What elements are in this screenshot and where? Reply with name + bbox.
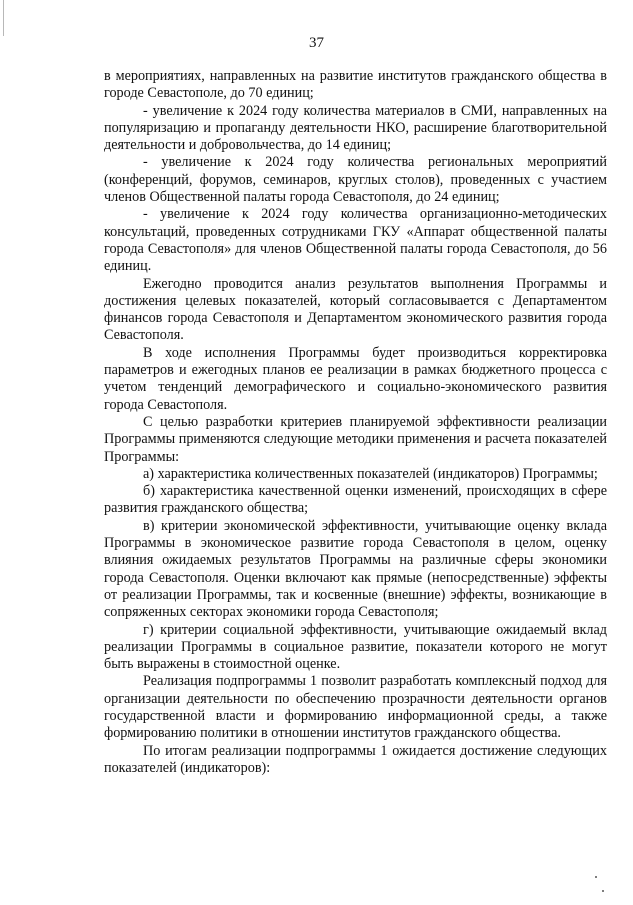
page-edge-line: [3, 0, 4, 36]
document-body: [104, 68, 607, 777]
scan-mark: [595, 876, 597, 878]
paragraph: По итогам реализации подпрограммы 1 ожидается достижение следующих показателей (индикаторов):: [104, 742, 607, 776]
paragraph: С целью разработки критериев планируемой эффективности реализации Программы применяются следующие методики применения и расчета показателей Программы:: [104, 413, 607, 465]
scan-mark: [602, 890, 604, 892]
paragraph: Реализация подпрограммы 1 позволит разработать комплексный подход для организации деятельности по обеспечению прозрачности деятельности органов государственной власти и формированию информационной среды, а также формированию политики в отношении институтов гражданского общества.: [104, 673, 607, 742]
paragraph: В ходе исполнения Программы будет производиться корректировка параметров и ежегодных планов ее реализации в рамках бюджетного процесса с учетом тенденций демографического и социально-экономического развития города Севастополя.: [104, 344, 607, 413]
paragraph: в) критерии экономической эффективности, учитывающие оценку вклада Программы в экономическое развитие города Севастополя в целом, оценку влияния ожидаемых результатов Программы на различные сферы экономики города Севастополя. Оценки включают как прямые (непосредственные) эффекты от реализации Программы, так и косвенные (внешние) эффекты, возникающие в сопряженных секторах экономики города Севастополя;: [104, 517, 607, 621]
paragraph: Ежегодно проводится анализ результатов выполнения Программы и достижения целевых показателей, который согласовывается с Департаментом финансов города Севастополя и Департаментом экономического развития города Севастополя.: [104, 275, 607, 344]
paragraph: б) характеристика качественной оценки изменений, происходящих в сфере развития гражданского общества;: [104, 483, 607, 517]
paragraph: - увеличение к 2024 году количества организационно-методических консультаций, проведенных сотрудниками ГКУ «Аппарат общественной палаты города Севастополя» для членов Общественной палаты города Севастополя, до 56 единиц.: [104, 206, 607, 275]
paragraph: а) характеристика количественных показателей (индикаторов) Программы;: [143, 465, 598, 482]
page-number: 37: [309, 35, 324, 51]
paragraph: г) критерии социальной эффективности, учитывающие ожидаемый вклад реализации Программы в социальное развитие, показатели которого не могут быть выражены в стоимостной оценке.: [104, 621, 607, 673]
paragraph: - увеличение к 2024 году количества материалов в СМИ, направленных на популяризацию и пропаганду деятельности НКО, расширение благотворительной деятельности и добровольчества, до 14 единиц;: [104, 102, 607, 154]
paragraph: - увеличение к 2024 году количества региональных мероприятий (конференций, форумов, семинаров, круглых столов), проведенных с участием членов Общественной палаты города Севастополя, до 24 единиц;: [104, 154, 607, 206]
paragraph: в мероприятиях, направленных на развитие институтов гражданского общества в городе Севастополе, до 70 единиц;: [104, 68, 607, 102]
